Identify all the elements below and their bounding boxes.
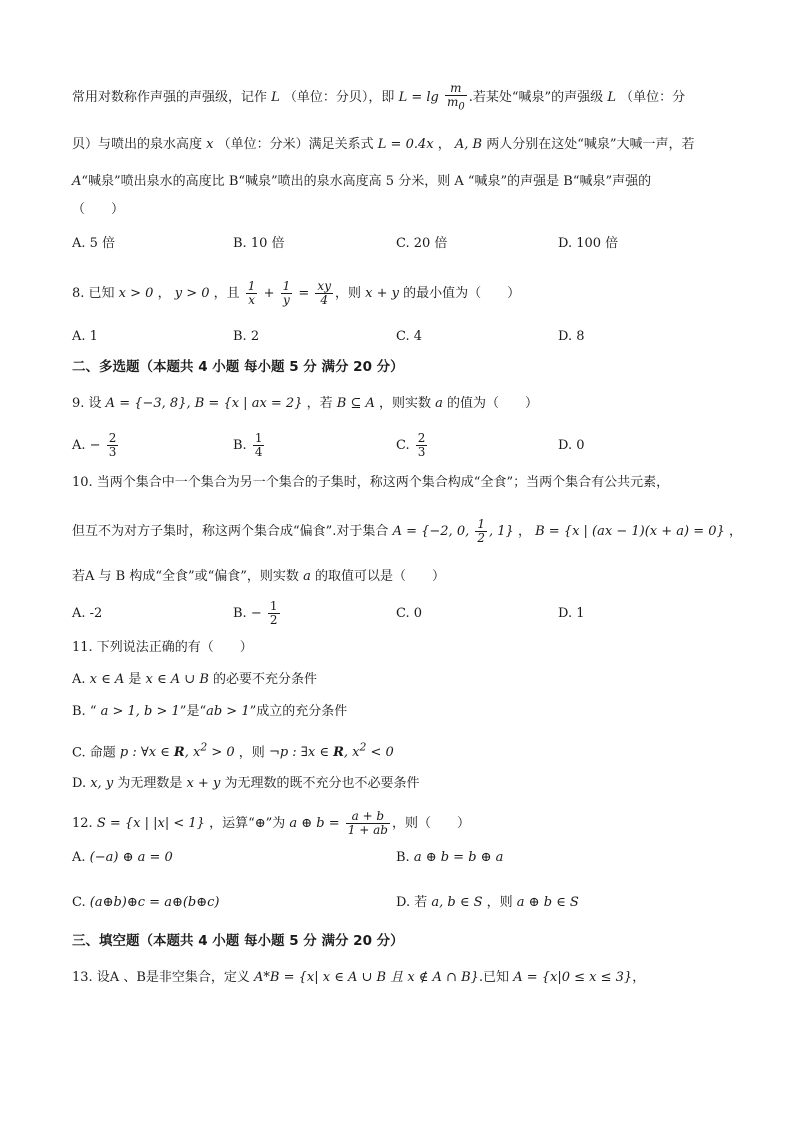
math-equation: $\frac{1}{x}$ + $\frac{1}{y}$ = $\frac{xy}{4}$ [247,279,331,307]
q9-option-a: A. − $\frac{2}{3}$ [72,431,117,459]
q7-option-b: B. 10 倍 [233,236,285,251]
math-formula: L = lg $\frac{m}{m_0}$ [394,81,465,113]
q11-option-b: B. “ a > 1, b > 1”是“ab > 1”成立的充分条件 [72,704,348,719]
math-L: L [267,90,284,106]
q10-option-a: A. -2 [72,606,103,621]
q10-option-b: B. − $\frac{1}{2}$ [233,599,278,627]
q12-stem: 12. S = {x | |x| < 1} ，运算“⊕”为 a ⊕ b = $\frac{a + b}{1 + ab}$ ，则（ ） [72,809,470,837]
q12-option-c: C. (a⊕b)⊕c = a⊕(b⊕c) [72,895,220,910]
section-heading-multiple-choice: 二、多选题（本题共 4 小题 每小题 5 分 满分 20 分） [72,359,404,375]
q7-line2: 贝）与喷出的泉水高度 x （单位：分米）满足关系式 L = 0.4x ， A, B 两人分别在这处“喊泉”大喊一声，若 [72,137,695,152]
q7-bracket: （ ） [72,202,125,217]
q10-line1: 10. 当两个集合中一个集合为另一个集合的子集时，称这两个集合构成“全食”；当两个集合有公共元素， [72,475,670,490]
q11-option-c: C. 命题 p : ∀x ∈ R, $x^2 > 0$ ，则 ¬p : ∃x ∈ R, $x^2 < 0$ [72,741,394,761]
q10-option-d: D. 1 [558,606,585,621]
q12-option-d: D. 若 a, b ∈ S ，则 a ⊕ b ∈ S [396,895,579,910]
q7-option-d: D. 100 倍 [558,236,619,251]
q8-stem: 8. 已知 x > 0 ， y > 0 ，且 $\frac{1}{x}$ + $\frac{1}{y}$ = $\frac{xy}{4}$ ，则 x + y 的最小值为（ ） [72,279,521,307]
section-heading-fill-blank: 三、填空题（本题共 4 小题 每小题 5 分 满分 20 分） [72,933,404,949]
q10-line3: 若A 与 B 构成“全食”或“偏食”，则实数 a 的取值可以是（ ） [72,569,445,584]
q13-stem: 13. 设A 、B是非空集合，定义 A*B = {x| x ∈ A ∪ B 且 x ∉ A ∩ B}.已知 A = {x|0 ≤ x ≤ 3}， [72,970,646,985]
q9-option-d: D. 0 [558,438,585,453]
q8-option-a: A. 1 [72,329,98,344]
q7-option-c: C. 20 倍 [396,236,448,251]
q9-option-c: C. $\frac{2}{3}$ [396,431,426,459]
q12-option-b: B. a ⊕ b = b ⊕ a [396,850,504,865]
q7-option-a: A. 5 倍 [72,236,116,251]
q11-option-d: D. x, y 为无理数是 x + y 为无理数的既不充分也不必要条件 [72,776,420,791]
q8-option-b: B. 2 [233,329,260,344]
q8-option-d: D. 8 [558,329,585,344]
q7-line1: 常用对数称作声强的声强级，记作 L （单位：分贝），即 L = lg $\frac{m}{m_0}$ .若某处“喊泉”的声强级 L （单位：分 [72,81,686,113]
q8-option-c: C. 4 [396,329,423,344]
q9-option-b: B. $\frac{1}{4}$ [233,431,263,459]
q10-option-c: C. 0 [396,606,423,621]
math-relation: L = 0.4x [373,137,438,152]
q10-line2: 但互不为对方子集时，称这两个集合成“偏食”.对于集合 A = {−2, 0, $\frac{1}{2}$ , 1} ， B = {x | (ax − 1)(x + a) = 0} ， [72,517,742,545]
q11-stem: 11. 下列说法正确的有（ ） [72,640,253,655]
q12-option-a: A. (−a) ⊕ a = 0 [72,850,173,865]
q9-stem: 9. 设 A = {−3, 8}, B = {x | ax = 2} ，若 B ⊆ A ，则实数 a 的值为（ ） [72,396,539,411]
q7-line3: A“喊泉”喷出泉水的高度比 B“喊泉”喷出的泉水高度高 5 分米，则 A “喊泉”的声强是 B“喊泉”声强的 [72,174,652,189]
q11-option-a: A. x ∈ A 是 x ∈ A ∪ B 的必要不充分条件 [72,672,318,687]
